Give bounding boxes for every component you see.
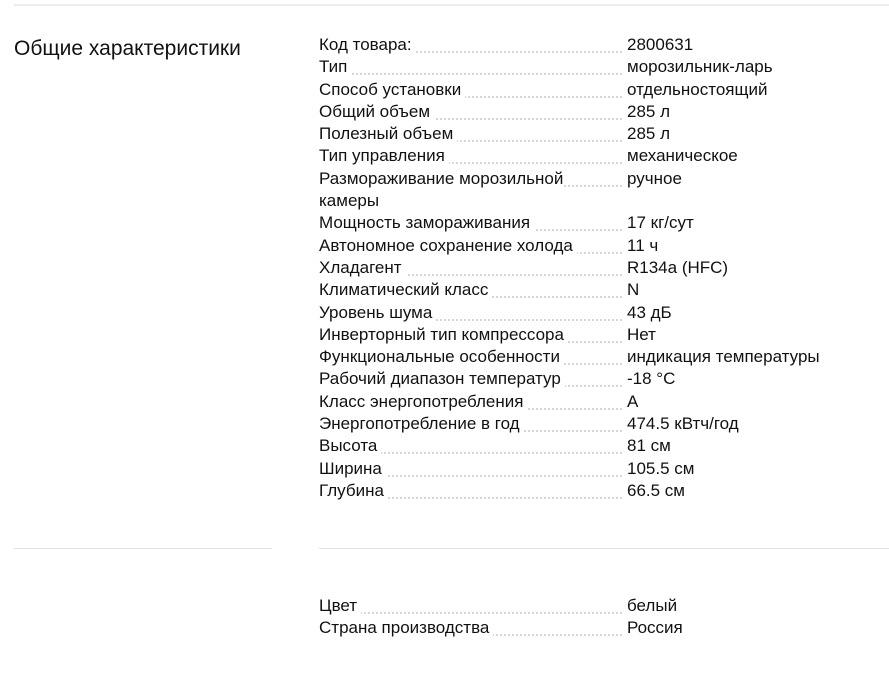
- spec-value: 43 дБ: [627, 302, 672, 322]
- spec-value: отдельностоящий: [627, 79, 768, 99]
- spec-label: Хладагент: [319, 258, 406, 277]
- spec-value: 2800631: [627, 35, 694, 54]
- spec-value: механическое: [627, 146, 738, 166]
- spec-value: 81 см: [627, 436, 671, 456]
- spec-label-cell: [319, 79, 627, 101]
- spec-label-cell: [319, 145, 627, 167]
- spec-row: [319, 617, 889, 639]
- spec-label-cell: [319, 235, 627, 257]
- spec-label: Тип: [319, 57, 351, 76]
- spec-row: [319, 480, 889, 502]
- spec-value: морозильник-ларь: [627, 57, 773, 77]
- spec-label-cell: [319, 212, 627, 234]
- spec-label: Энергопотребление в год: [319, 414, 524, 433]
- spec-label: Тип управления: [319, 146, 449, 165]
- divider-right: [319, 548, 889, 549]
- spec-row: [319, 595, 889, 617]
- spec-list-extra: [319, 595, 889, 640]
- spec-row: [319, 145, 889, 167]
- spec-row: [319, 458, 889, 480]
- spec-row: [319, 34, 889, 56]
- spec-label-cell: [319, 324, 627, 346]
- spec-label: Глубина: [319, 481, 388, 500]
- spec-row: [319, 123, 889, 145]
- spec-label: Автономное сохранение холода: [319, 236, 577, 255]
- spec-label-cell: [319, 617, 627, 639]
- spec-row: [319, 56, 889, 78]
- spec-label: Способ установки: [319, 80, 465, 99]
- spec-row: [319, 302, 889, 324]
- spec-label-cell: [319, 595, 627, 617]
- spec-row: [319, 212, 889, 234]
- spec-value: 285 л: [627, 124, 671, 144]
- spec-label: Класс энергопотребления: [319, 392, 527, 411]
- spec-row: [319, 413, 889, 435]
- spec-label: Страна производства: [319, 618, 493, 637]
- spec-list-general: [319, 34, 889, 502]
- spec-label-cell: [319, 458, 627, 480]
- spec-row: [319, 279, 889, 301]
- spec-label-cell: [319, 435, 627, 457]
- spec-label-cell: [319, 302, 627, 324]
- spec-value: N: [627, 280, 640, 300]
- spec-value: индикация температуры: [627, 347, 820, 367]
- spec-label-cell: [319, 391, 627, 413]
- spec-label: Рабочий диапазон температур: [319, 369, 565, 388]
- spec-value: 66.5 см: [627, 480, 685, 500]
- spec-label-cell: [319, 368, 627, 390]
- spec-value: 474.5 кВтч/год: [627, 414, 739, 434]
- spec-value: 17 кг/сут: [627, 213, 694, 233]
- divider-left: [14, 548, 272, 549]
- spec-label: Инверторный тип компрессора: [319, 325, 568, 344]
- spec-row: [319, 257, 889, 279]
- spec-label: Полезный объем: [319, 124, 457, 143]
- spec-label-cell: [319, 257, 627, 279]
- section-title: Общие характеристики: [14, 37, 241, 60]
- spec-label-cell: [319, 101, 627, 123]
- spec-label: Код товара:: [319, 35, 416, 54]
- spec-label: Климатический класс: [319, 280, 492, 299]
- spec-row: [319, 79, 889, 101]
- spec-label-cell: [319, 413, 627, 435]
- spec-value: ручное: [627, 168, 682, 188]
- spec-label: Высота: [319, 436, 381, 455]
- spec-value: 11 ч: [627, 235, 659, 255]
- spec-row: [319, 346, 889, 368]
- spec-row: [319, 235, 889, 257]
- spec-label-cell: [319, 123, 627, 145]
- spec-label: Функциональные особенности: [319, 347, 564, 366]
- spec-label: Мощность замораживания: [319, 213, 534, 232]
- spec-row: [319, 324, 889, 346]
- spec-label-cell: [319, 56, 627, 78]
- spec-label: Ширина: [319, 459, 386, 478]
- spec-value: белый: [627, 596, 678, 615]
- spec-label-cell: [319, 34, 627, 56]
- spec-value: 285 л: [627, 101, 671, 121]
- spec-label: Уровень шума: [319, 303, 436, 322]
- spec-row: [319, 168, 889, 213]
- spec-value: Нет: [627, 324, 656, 344]
- spec-label: Размораживание морозильной камеры: [319, 168, 564, 211]
- spec-label-cell: [319, 168, 627, 213]
- spec-value: A: [627, 391, 639, 411]
- spec-row: [319, 101, 889, 123]
- spec-label: Цвет: [319, 596, 361, 615]
- spec-row: [319, 435, 889, 457]
- spec-value: -18 °C: [627, 369, 676, 389]
- spec-label-cell: [319, 346, 627, 368]
- spec-label-cell: [319, 480, 627, 502]
- spec-value: Россия: [627, 618, 683, 638]
- spec-value: R134a (HFC): [627, 257, 729, 277]
- top-divider: [14, 4, 889, 6]
- spec-value: 105.5 см: [627, 458, 695, 478]
- spec-label-cell: [319, 279, 627, 301]
- spec-label: Общий объем: [319, 102, 434, 121]
- spec-row: [319, 368, 889, 390]
- spec-row: [319, 391, 889, 413]
